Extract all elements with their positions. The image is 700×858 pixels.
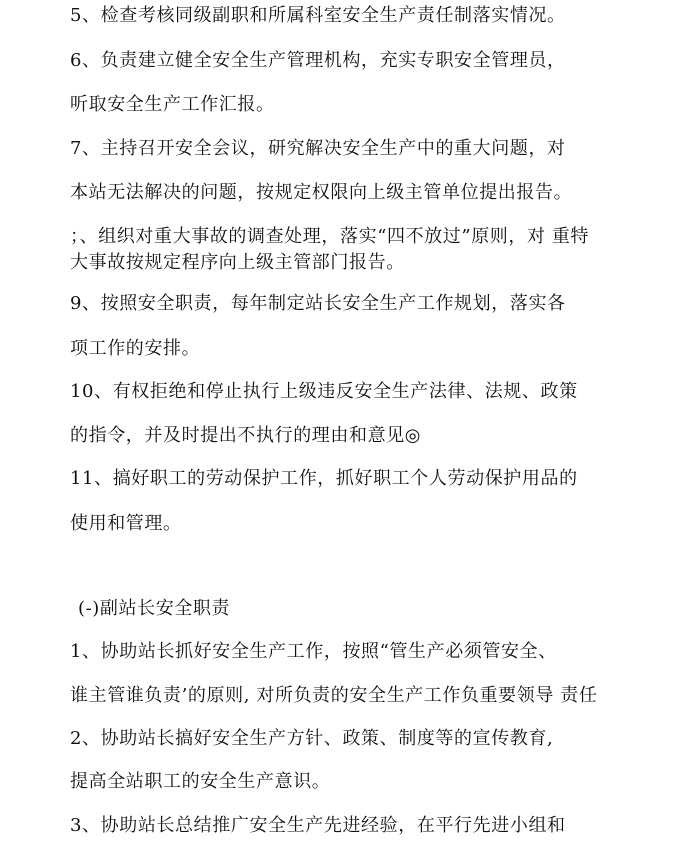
text-line-item-7-cont: 本站无法解决的问题，按规定权限向上级主管单位提出报告。 xyxy=(70,182,573,203)
text-line-duty-2: 2、协助站长搞好安全生产方针、政策、制度等的宣传教育, xyxy=(70,728,554,749)
text-line-item-9: 9、按照安全职责，每年制定站长安全生产工作规划，落实各 xyxy=(70,293,566,314)
section-heading: (-)副站长安全职责 xyxy=(78,598,231,619)
text-line-item-10-cont: 的指令，并及时提出不执行的理由和意见◎ xyxy=(70,425,422,446)
text-line-item-6-cont: 听取安全生产工作汇报。 xyxy=(70,94,275,115)
text-line-item-6: 6、负责建立健全安全生产管理机构，充实专职安全管理员， xyxy=(70,50,566,71)
text-line-item-8: ；、组织对重大事故的调查处理，落实“四不放过”原则，对 重特 xyxy=(70,226,590,247)
text-line-item-8-cont: 大事故按规定程序向上级主管部门报告。 xyxy=(70,252,405,273)
text-line-item-9-cont: 项工作的安排。 xyxy=(70,338,201,359)
text-line-duty-1: 1、协助站长抓好安全生产工作，按照“管生产必须管安全、 xyxy=(70,641,557,662)
text-line-duty-2-cont: 提高全站职工的安全生产意识。 xyxy=(70,771,331,792)
text-line-duty-1-cont: 谁主管谁负责’的原则, 对所负责的安全生产工作负重要领导 责任 xyxy=(70,685,598,706)
text-line-item-7: 7、主持召开安全会议，研究解决安全生产中的重大问题，对 xyxy=(70,138,566,159)
text-line-item-10: 10、有权拒绝和停止执行上级违反安全生产法律、法规、政策 xyxy=(70,381,578,402)
text-line-item-11: 11、搞好职工的劳动保护工作，抓好职工个人劳动保护用品的 xyxy=(70,468,578,489)
text-line-item-11-cont: 使用和管理。 xyxy=(70,513,182,534)
text-line-duty-3: 3、协助站长总结推广安全生产先进经验，在平行先进小组和 xyxy=(70,815,566,836)
text-line-item-5: 5、检查考核同级副职和所属科室安全生产责任制落实情况。 xyxy=(70,5,566,26)
